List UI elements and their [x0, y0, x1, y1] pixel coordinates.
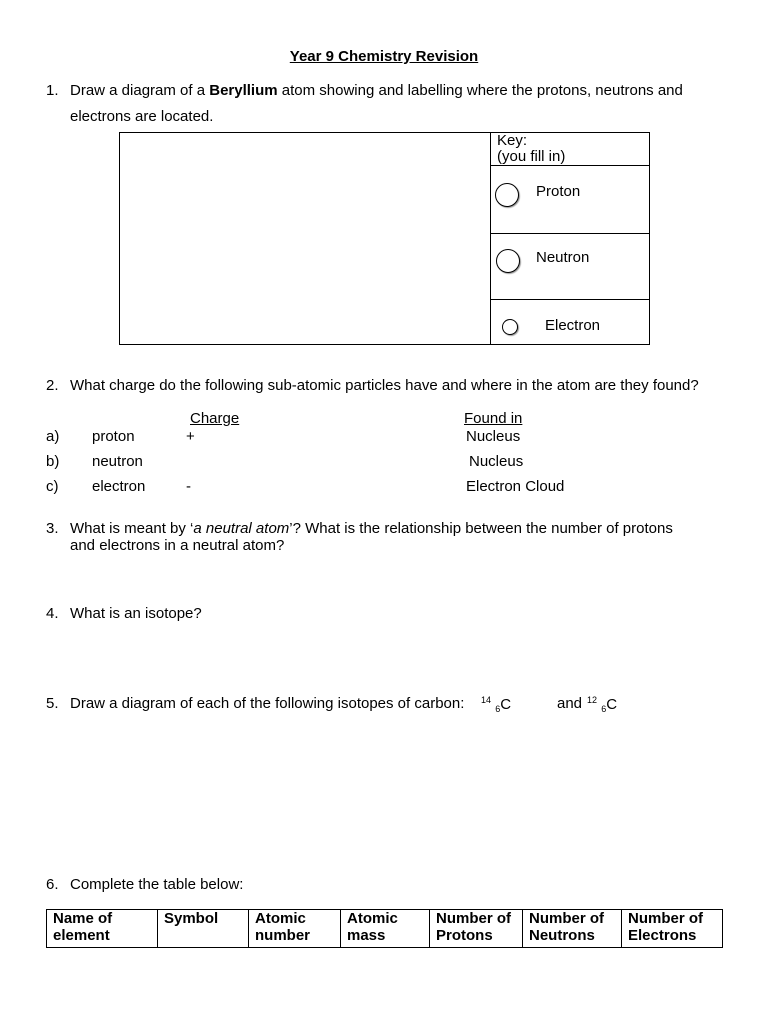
- key-heading: Key: (you fill in): [491, 133, 649, 166]
- header-number-of-electrons: Number of Electrons: [622, 910, 723, 948]
- row-c-particle: electron: [92, 478, 146, 495]
- key-panel: [491, 133, 649, 344]
- q4-text: What is an isotope?: [70, 605, 202, 622]
- isotope-carbon-14: $^{14}$ $_6$C: [481, 695, 512, 714]
- q2-number: 2.: [46, 377, 59, 394]
- q1-text-line2: electrons are located.: [70, 108, 214, 125]
- q1-number: 1.: [46, 82, 59, 99]
- row-c-found: Electron Cloud: [466, 478, 565, 495]
- table-header-row: [47, 910, 723, 948]
- q4-number: 4.: [46, 605, 59, 622]
- q3-number: 3.: [46, 520, 59, 537]
- isotope-and: and: [557, 695, 583, 712]
- header-number-of-protons: Number of Protons: [430, 910, 523, 948]
- row-b-particle: neutron: [92, 453, 143, 470]
- element-table: [46, 909, 723, 948]
- beryllium-diagram-box: [119, 132, 650, 345]
- isotope-carbon-12: $^{12}$ $_6$C: [587, 695, 618, 714]
- q2-text: What charge do the following sub-atomic particles have and where in the atom are they found?: [70, 377, 699, 394]
- neutron-circle-icon: [496, 249, 520, 273]
- row-b-found: Nucleus: [469, 453, 524, 470]
- header-symbol: Symbol: [158, 910, 249, 948]
- key-row-electron: [491, 301, 649, 344]
- q3-text-line2: and electrons in a neutral atom?: [70, 537, 285, 554]
- q5-text: Draw a diagram of each of the following isotopes of carbon:: [70, 695, 465, 712]
- proton-circle-icon: [495, 183, 519, 207]
- row-c-letter: c): [46, 478, 59, 495]
- drawing-area[interactable]: [120, 133, 491, 344]
- row-b-letter: b): [46, 453, 60, 470]
- header-number-of-neutrons: Number of Neutrons: [523, 910, 622, 948]
- row-c-charge: -: [186, 478, 191, 495]
- row-a-charge: +: [186, 428, 195, 445]
- q6-text: Complete the table below:: [70, 876, 244, 893]
- key-row-neutron: [491, 235, 649, 300]
- key-row-proton: [491, 167, 649, 234]
- key-label-neutron: Neutron: [536, 249, 590, 266]
- found-in-header: Found in: [464, 410, 523, 427]
- q3-text: What is meant by ‘a neutral atom’? What is the relationship between the number of protons: [70, 520, 673, 537]
- row-a-found: Nucleus: [466, 428, 521, 445]
- q1-text: Draw a diagram of a Beryllium atom showing and labelling where the protons, neutrons and: [70, 82, 683, 99]
- electron-circle-icon: [502, 319, 518, 335]
- q1-bold-word: Beryllium: [209, 82, 278, 99]
- q5-number: 5.: [46, 695, 59, 712]
- neutral-atom-phrase: a neutral atom: [193, 520, 290, 537]
- page-title: Year 9 Chemistry Revision: [289, 48, 479, 65]
- charge-header: Charge: [190, 410, 240, 427]
- row-a-letter: a): [46, 428, 60, 445]
- q6-number: 6.: [46, 876, 59, 893]
- row-a-particle: proton: [92, 428, 135, 445]
- header-name-of-element: Name of element: [47, 910, 158, 948]
- header-atomic-mass: Atomic mass: [341, 910, 430, 948]
- header-atomic-number: Atomic number: [249, 910, 341, 948]
- key-label-electron: Electron: [545, 317, 601, 334]
- key-label-proton: Proton: [536, 183, 581, 200]
